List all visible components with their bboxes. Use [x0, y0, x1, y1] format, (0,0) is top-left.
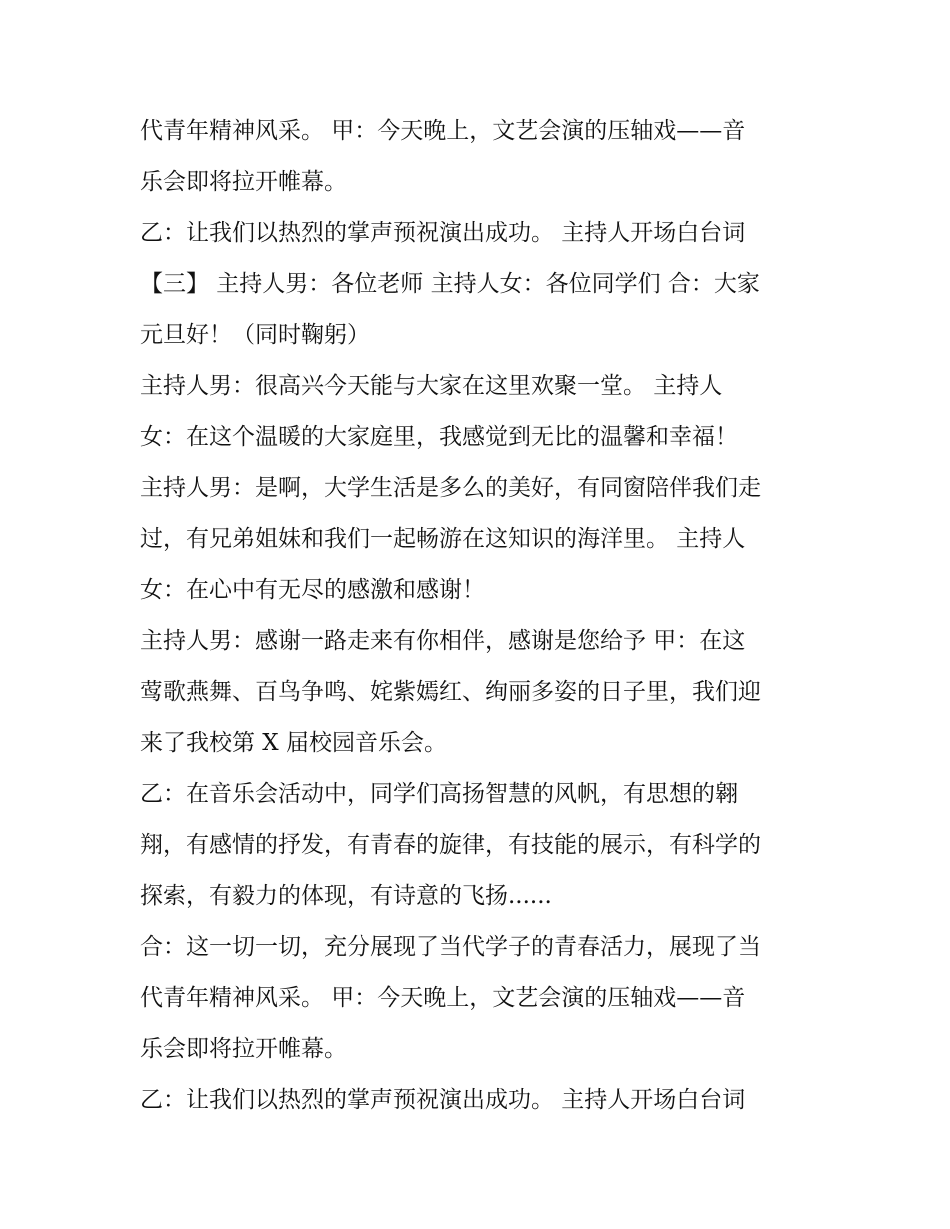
text-line: 元旦好！（同时鞠躬）: [140, 322, 370, 348]
text-line: 主持人男：感谢一路走来有你相伴，感谢是您给予 甲：在这: [140, 628, 746, 654]
text-line: 主持人男：很高兴今天能与大家在这里欢聚一堂。 主持人: [140, 373, 723, 399]
text-line: 代青年精神风采。 甲：今天晚上，文艺会演的压轴戏——音: [140, 118, 746, 144]
text-line: 莺歌燕舞、百鸟争鸣、姹紫嫣红、绚丽多姿的日子里，我们迎: [140, 679, 761, 705]
text-line: 探索，有毅力的体现，有诗意的飞扬......: [140, 883, 552, 909]
text-line: 乙：让我们以热烈的掌声预祝演出成功。 主持人开场白台词: [140, 220, 746, 246]
text-line: 乐会即将拉开帷幕。: [140, 169, 347, 195]
text-line: 乙：在音乐会活动中，同学们高扬智慧的风帆，有思想的翱: [140, 781, 738, 807]
text-line: 过，有兄弟姐妹和我们一起畅游在这知识的海洋里。 主持人: [140, 526, 746, 552]
text-line: 翔，有感情的抒发，有青春的旋律，有技能的展示，有科学的: [140, 832, 761, 858]
text-line: 乙：让我们以热烈的掌声预祝演出成功。 主持人开场白台词: [140, 1087, 746, 1113]
text-line: 来了我校第 X 届校园音乐会。: [140, 730, 447, 756]
document-body: [140, 106, 820, 1126]
text-line: 【三】 主持人男：各位老师 主持人女：各位同学们 合：大家: [140, 271, 760, 297]
text-line: 代青年精神风采。 甲：今天晚上，文艺会演的压轴戏——音: [140, 985, 746, 1011]
text-line: 主持人男：是啊，大学生活是多么的美好，有同窗陪伴我们走: [140, 475, 761, 501]
text-line: 女：在这个温暖的大家庭里，我感觉到无比的温馨和幸福！: [140, 424, 738, 450]
text-line: 女：在心中有无尽的感激和感谢！: [140, 577, 485, 603]
text-line: 乐会即将拉开帷幕。: [140, 1036, 347, 1062]
text-line: 合：这一切一切，充分展现了当代学子的青春活力，展现了当: [140, 934, 761, 960]
